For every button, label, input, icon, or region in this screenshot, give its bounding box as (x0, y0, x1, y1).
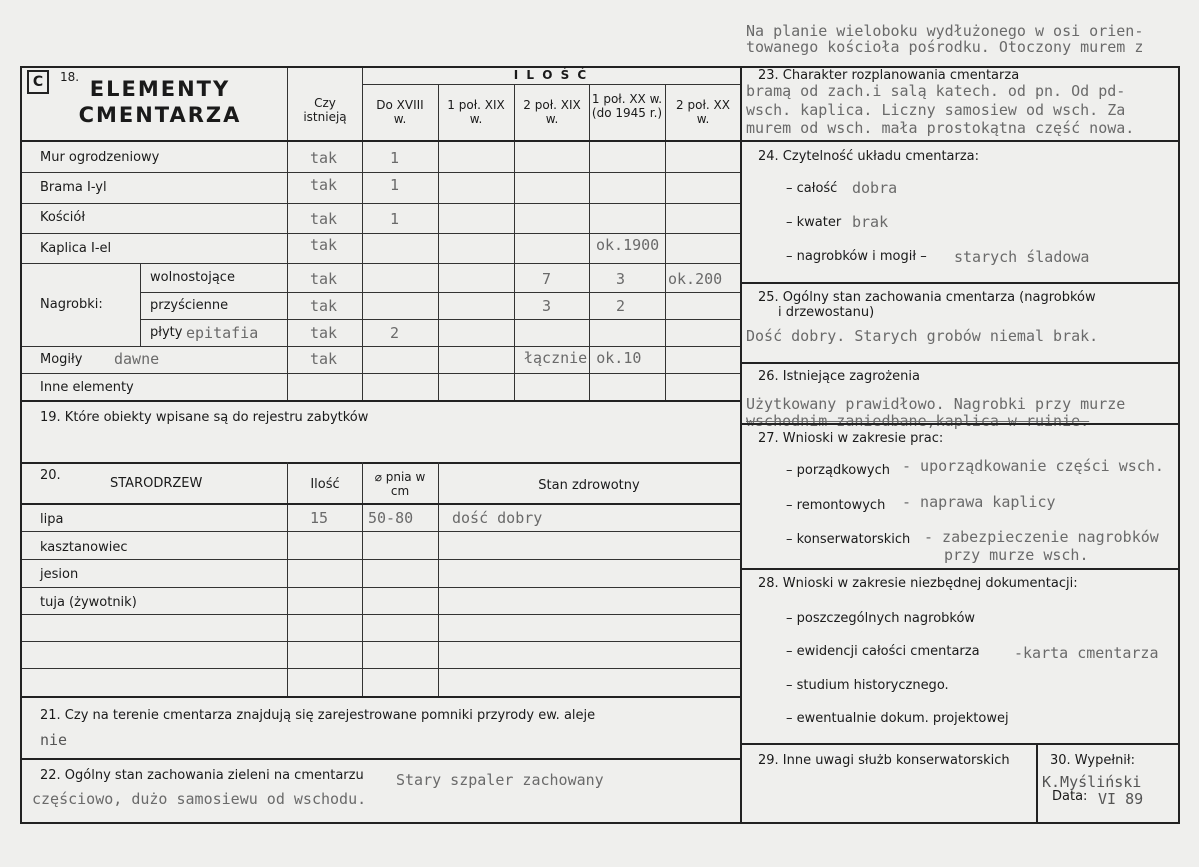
sec25-answer: Dość dobry. Starych grobów niemal brak. (746, 327, 1099, 345)
mogily-exists: tak (310, 350, 338, 368)
sec30-name: K.Myśliński (1042, 773, 1142, 791)
sec27-bottom (742, 568, 1178, 570)
grid-v-c1 (362, 68, 363, 401)
col-header-5: 2 poł. XX w. (676, 98, 730, 126)
sec27-value-remontowych: - naprawa kaplicy (902, 493, 1056, 511)
sec23-bottom (742, 140, 1178, 142)
sec26-bottom (742, 423, 1178, 425)
sec30-date: VI 89 (1098, 790, 1144, 808)
row-exists-brama: tak (310, 176, 338, 194)
tree-name-kasztanowiec: kasztanowiec (40, 540, 128, 555)
sec24-bottom (742, 282, 1178, 284)
mogily-label: Mogiły (40, 352, 83, 367)
sec28-bottom (742, 743, 1178, 745)
nagrobki-wolnostojace-c3: 7 (542, 270, 552, 288)
sec18-bottom (22, 400, 740, 402)
row-line (22, 203, 740, 204)
sec21-bottom (22, 758, 740, 760)
row-label-mur: Mur ogrodzeniowy (40, 150, 160, 165)
sec28-item-projektowej: – ewentualnie dokum. projektowej (786, 711, 1009, 726)
sec19-bottom (22, 462, 740, 464)
row-exists-kaplica: tak (310, 236, 338, 254)
sec20-col-diam: ⌀ pnia w cm (374, 470, 426, 498)
sec22-label: 22. Ogólny stan zachowania zieleni na cmentarzu (40, 768, 364, 783)
nagrobki-przyscienne-c4: 2 (616, 297, 626, 315)
row-line (22, 263, 740, 264)
row-c1-kosciol: 1 (390, 210, 400, 228)
sec20-row-line (22, 668, 740, 669)
nagrobki-plyty-label: płyty (150, 325, 183, 340)
col-header-2: 1 poł. XIX w. (447, 98, 505, 126)
sec28-label: 28. Wnioski w zakresie niezbędnej dokumentacji: (758, 576, 1078, 591)
row-exists-kosciol: tak (310, 210, 338, 228)
sec26-line1: Użytkowany prawidłowo. Nagrobki przy murze (746, 395, 1126, 413)
grid-v-nagrobki (140, 263, 141, 346)
nagrobki-wolnostojace-c5: ok.200 (668, 270, 723, 288)
card-letter-box (27, 70, 49, 94)
sec23-line3: murem od wsch. mała prostokątna część nowa. (746, 119, 1135, 137)
tree-name-jesion: jesion (40, 567, 79, 582)
nagrobki-plyty-c1: 2 (390, 324, 400, 342)
inne-elementy-label: Inne elementy (40, 380, 134, 395)
row-c4-kaplica: ok.1900 (596, 236, 660, 254)
sec27-value-konserwatorskich-2: przy murze wsch. (944, 546, 1089, 564)
nagrobki-przyscienne-exists: tak (310, 297, 338, 315)
tree-name-lipa: lipa (40, 512, 64, 527)
tree-diam-lipa: 50-80 (368, 509, 414, 527)
row-line (140, 292, 740, 293)
sec20-v-health (438, 462, 439, 696)
elements-title-line1: ELEMENTY (89, 77, 231, 101)
sec20-row-line (22, 531, 740, 532)
row-line (22, 172, 740, 173)
sec24-value-kwater: brak (852, 213, 889, 231)
row-line (22, 346, 740, 347)
mogily-extra: dawne (114, 350, 160, 368)
row-label-kosciol: Kościół (40, 210, 86, 225)
nagrobki-plyty-exists: tak (310, 324, 338, 342)
sec20-row-line (22, 559, 740, 560)
grid-h-group (362, 84, 740, 85)
grid-v-exists (287, 68, 288, 401)
col-header-1: Do XVIII w. (376, 98, 424, 126)
grid-v-c5 (665, 84, 666, 401)
row-c1-mur: 1 (390, 149, 400, 167)
sec27-item-porzadkowych: – porządkowych (786, 463, 890, 478)
sec21-label: 21. Czy na terenie cmentarza znajdują się zarejestrowane pomniki przyrody ew. aleje (40, 708, 596, 723)
sec22-answer2: częściowo, dużo samosiewu od wschodu. (32, 790, 367, 808)
sec20-col-health: Stan zdrowotny (538, 478, 640, 493)
sec23-label: 23. Charakter rozplanowania cmentarza (758, 68, 1020, 83)
mogily-span-value: łącznie ok.10 (524, 349, 642, 367)
sec25-line2: i drzewostanu) (778, 305, 875, 320)
sec20-col-qty: Ilość (310, 477, 340, 492)
nagrobki-label: Nagrobki: (40, 297, 103, 312)
top-note-line2: towanego kościoła pośrodku. Otoczony murem z (746, 38, 1144, 56)
sec20-header-line (22, 503, 740, 505)
sec19-label: 19. Które obiekty wpisane są do rejestru zabytków (40, 410, 369, 425)
sec20-v-qty (287, 462, 288, 696)
sec20-title: STARODRZEW (110, 476, 203, 491)
sec25-line1: 25. Ogólny stan zachowania cmentarza (nagrobków (758, 290, 1096, 305)
elements-title-line2: CMENTARZA (78, 103, 242, 127)
row-line (140, 319, 740, 320)
row-line (22, 233, 740, 234)
tree-qty-lipa: 15 (310, 509, 329, 527)
sec20-row-line (22, 587, 740, 588)
grid-v-c3 (514, 84, 515, 401)
sec23-line2: wsch. kaplica. Liczny samosiew od wsch. Za (746, 101, 1126, 119)
sec24-item-kwater: – kwater (786, 215, 842, 230)
sec30-label: 30. Wypełnił: (1050, 753, 1135, 768)
sec28-item-ewidencji: – ewidencji całości cmentarza (786, 644, 980, 659)
sec23-line1: bramą od zach.i salą katech. od pn. Od pd- (746, 82, 1126, 100)
sec24-label: 24. Czytelność układu cmentarza: (758, 149, 980, 164)
nagrobki-przyscienne-label: przyścienne (150, 298, 229, 313)
nagrobki-wolnostojace-c4: 3 (616, 270, 626, 288)
sec27-value-porzadkowych: - uporządkowanie części wsch. (902, 457, 1164, 475)
card-letter: C (32, 74, 44, 90)
sec27-label: 27. Wnioski w zakresie prac: (758, 431, 944, 446)
row-c1-brama: 1 (390, 176, 400, 194)
sec24-value-calosc: dobra (852, 179, 898, 197)
sec20-bottom (22, 696, 740, 698)
sec28-item-studium: – studium historycznego. (786, 678, 949, 693)
tree-health-lipa: dość dobry (452, 509, 543, 527)
row-line (22, 373, 740, 374)
sec24-item-nagrobkow: – nagrobków i mogił – (786, 249, 927, 264)
grid-v-c2 (438, 84, 439, 401)
sec20-row-line (22, 641, 740, 642)
col-exists-header: Czy istnieją (303, 96, 347, 124)
sec29-label: 29. Inne uwagi służb konserwatorskich (758, 753, 1010, 768)
sec26-label: 26. Istniejące zagrożenia (758, 369, 920, 384)
col-header-4: 1 poł. XX w. (do 1945 r.) (591, 92, 663, 120)
sec20-row-line (22, 614, 740, 615)
sec27-item-remontowych: – remontowych (786, 498, 886, 513)
nagrobki-wolnostojace-exists: tak (310, 270, 338, 288)
col-header-3: 2 poł. XIX w. (523, 98, 581, 126)
nagrobki-plyty-extra: epitafia (186, 324, 259, 342)
sec24-item-calosc: – całość (786, 181, 838, 196)
nagrobki-przyscienne-c3: 3 (542, 297, 552, 315)
col-group-header: I L O Ś Ć (513, 68, 589, 82)
sec29-30-divider (1036, 743, 1038, 822)
sec20-number: 20. (40, 468, 61, 483)
sec21-answer: nie (40, 731, 68, 749)
sec27-item-konserwatorskich: – konserwatorskich (786, 532, 911, 547)
top-note-line1: Na planie wieloboku wydłużonego w osi orien- (746, 22, 1144, 40)
sec22-answer1: Stary szpaler zachowany (396, 771, 604, 789)
sec25-bottom (742, 362, 1178, 364)
row-label-kaplica: Kaplica I-el (40, 241, 112, 256)
sec26-line2: wschodnim zaniedbane,kaplica w ruinie. (746, 412, 1090, 430)
sec30-date-label: Data: (1052, 789, 1088, 804)
sec24-value-nagrobkow: starych śladowa (954, 248, 1090, 266)
row-exists-mur: tak (310, 149, 338, 167)
sec27-value-konserwatorskich: - zabezpieczenie nagrobków (924, 528, 1159, 546)
sec18-number: 18. (60, 70, 80, 84)
row-label-brama: Brama I-yl (40, 180, 107, 195)
sec28-item-nagrobkow: – poszczególnych nagrobków (786, 611, 976, 626)
nagrobki-wolnostojace-label: wolnostojące (150, 270, 235, 285)
sec20-v-diam (362, 462, 363, 696)
grid-h-header (22, 140, 740, 142)
sec28-value-ewidencji: -karta cmentarza (1014, 644, 1159, 662)
tree-name-tuja: tuja (żywotnik) (40, 595, 137, 610)
